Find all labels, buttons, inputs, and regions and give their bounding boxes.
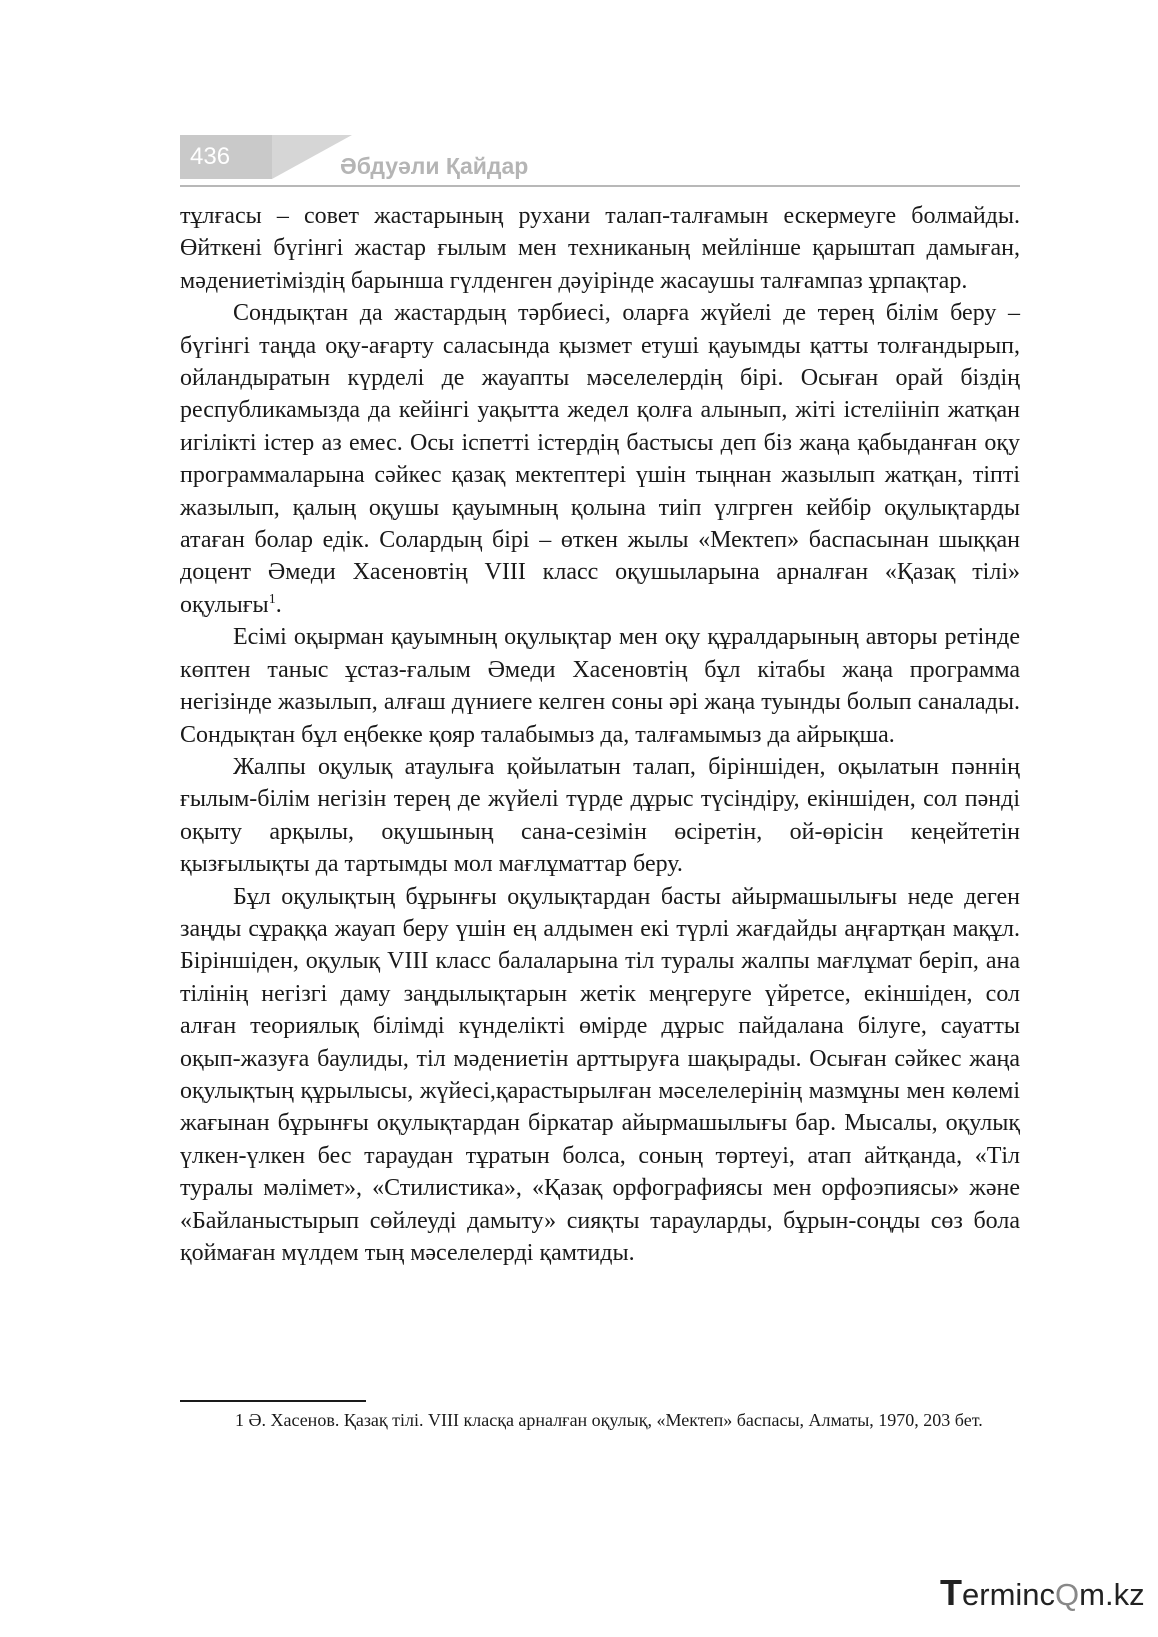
watermark-q: Q	[1055, 1577, 1080, 1612]
paragraph-2-tail: .	[275, 591, 282, 618]
page-header	[180, 135, 1020, 187]
paragraph-2	[180, 297, 1020, 621]
paragraph-5: Бұл оқулықтың бұрынғы оқулықтардан басты айырмашылығы неде деген заңды сұраққа жауап беру үшін ең алдымен екі түрлі жағдайды аңғартқан мақұл. Біріншіден, оқулық VIII класс балаларына тіл туралы жалпы мағлұмат беріп, ана тілінің негізгі даму заңдылықтарын жетік меңгеруге үйретсе, екіншіден, сол алған теориялық білімді күнделікті өмірде дұрыс пайдалана білуге, сауатты оқып-жазуға баулиды, тіл мәдениетін арттыруға шақырады. Осыған сәйкес жаңа оқулықтың құрылысы, жүйесі,қарастырылған мәселелерінің мазмұны мен көлемі жағынан бұрынғы оқулықтардан біркатар айырмашылығы бар. Мысалы, оқулық үлкен-үлкен бес тараудан тұратын болса, соның төртеуі, атап айтқанда, «Тіл туралы мәлімет», «Стилистика», «Қазақ орфографиясы мен орфоэпиясы» және «Байланыстырып сөйлеуді дамыту» сияқты тарауларды, бұрын-соңды сөз бола қоймаған мүлдем тың мәселелерді қамтиды.	[180, 883, 1020, 1266]
body-text	[180, 200, 1020, 1269]
footnote: 1 Ә. Хасенов. Қазақ тілі. VIII класқа арналған оқулық, «Мектеп» баспасы, Алматы, 1970, 203 бет.	[235, 1410, 983, 1430]
site-watermark-logo	[940, 1572, 1145, 1616]
paragraph-4: Жалпы оқулық атаулыға қойылатын талап, біріншіден, оқылатын пәннің ғылым-білім негізін терең де жүйелі түрде дұрыс түсіндіру, екіншіден, сол пәнді оқыту арқылы, оқушының сана-сезімін өсіретін, ой-өрісін кеңейтетін қызғылықты да тартымды мол мағлұматтар беру.	[180, 753, 1020, 878]
paragraph-3: Есімі оқырман қауымның оқулықтар мен оқу құралдарының авторы ретінде көптен таныс ұстаз-ғалым Әмеди Хасеновтің бұл кітабы жаңа программа негізінде жазылып, алғаш дүниеге келген соны әрі жаңа туынды болып саналады. Сондықтан бұл еңбекке қояр талабымыз да, талғамымыз да айрықша.	[180, 624, 1020, 748]
watermark-t: T	[940, 1572, 962, 1613]
running-head-author: Әбдуәли Қайдар	[340, 153, 529, 179]
footnote-separator	[180, 1400, 366, 1402]
page-number: 436	[180, 135, 272, 179]
watermark-text-1: erminc	[962, 1577, 1056, 1612]
paragraph-2-text: Сондықтан да жастардың тәрбиесі, оларға жүйелі де терең білім беру – бүгінгі таңда оқу-ағарту саласында қызмет етуші қауымды қатты толғандырып, ойландыратын күрделі де жауапты мәселелердің бірі. Осыған орай біздің республикамызда да кейінгі уақытта жедел қолға алынып, жіті істеліініп жатқан игілікті істер аз емес. Осы іспетті істердің бастысы деп біз жаңа қабыданған оқу программаларына сәйкес қазақ мектептері үшін тыңнан жазылып жатқан, тіпті жазылып, қалың оқушы қауымның қолына тиіп үлгрген кейбір оқулықтарды атаған болар едік. Солардың бірі – өткен жылы «Мектеп» баспасынан шыққан доцент Әмеди Хасеновтің VIII класс оқушыларына арналған «Қазақ тілі» оқулығы	[180, 300, 1020, 618]
paragraph-1: тұлғасы – совет жастарының рухани талап-талғамын ескермеуге болмайды. Өйткені бүгінгі жастар ғылым мен техниканың мейлінше қарыштап дамыған, мәдениетіміздің барынша гүлденген дәуірінде жасаушы талғампаз ұрпақтар.	[180, 203, 1020, 294]
watermark-text-2: m.kz	[1079, 1577, 1145, 1612]
footnote-reference[interactable]: 1	[268, 591, 276, 607]
header-rule	[180, 185, 1020, 187]
